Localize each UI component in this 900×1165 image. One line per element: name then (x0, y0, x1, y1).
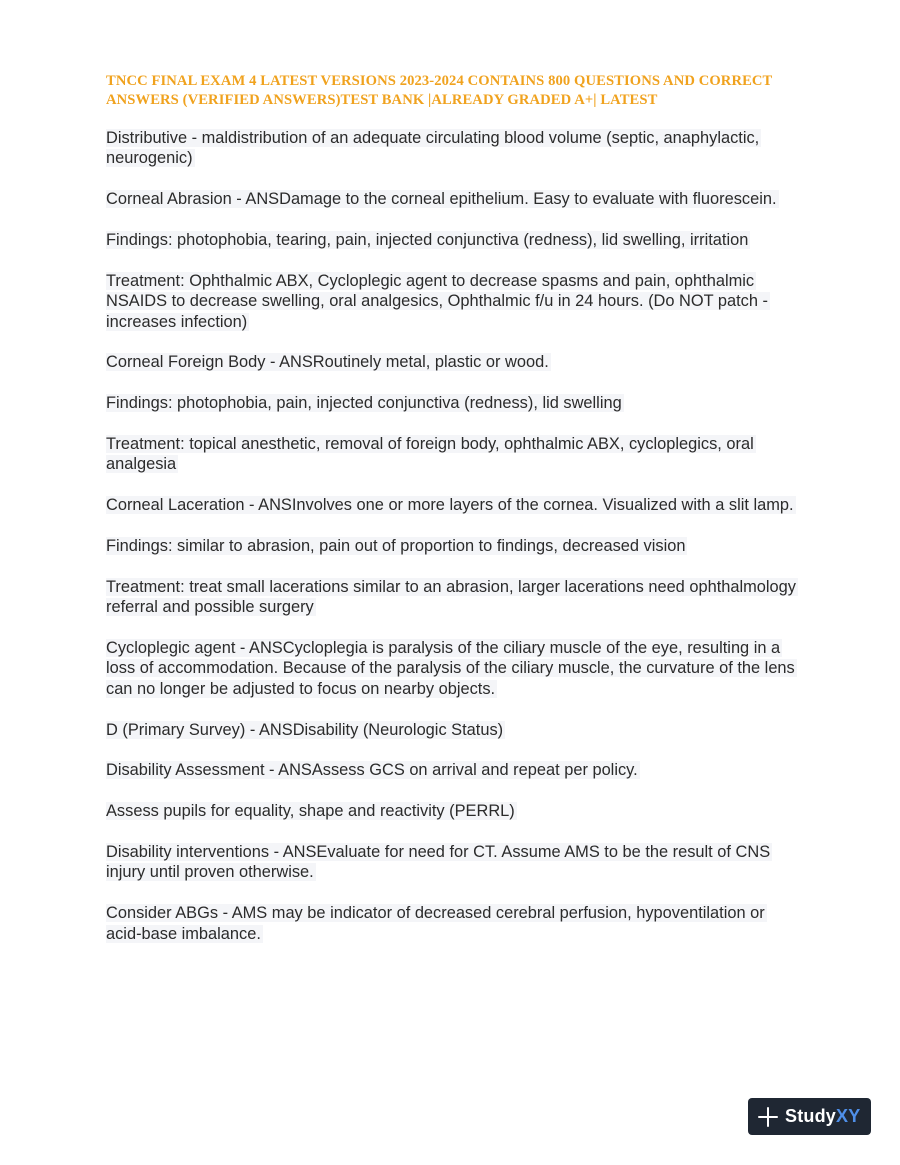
paragraph-consider-abgs (106, 903, 796, 944)
paragraph-laceration-findings (106, 536, 796, 556)
brand-suffix: XY (836, 1106, 861, 1126)
paragraph-text: Findings: similar to abrasion, pain out of proportion to findings, decreased vision (106, 537, 686, 555)
paragraph-corneal-abrasion (106, 189, 796, 209)
paragraph-text: Disability Assessment - ANSAssess GCS on arrival and repeat per policy. (106, 761, 638, 780)
paragraph-assess-pupils (106, 801, 796, 821)
document-page (106, 72, 796, 964)
paragraph-abrasion-treatment (106, 271, 796, 332)
studyxy-logo-text (785, 1106, 860, 1127)
paragraph-text: Corneal Laceration - ANSInvolves one or more layers of the cornea. Visualized with a slit lamp. (106, 496, 794, 515)
paragraph-text: Treatment: treat small lacerations similar to an abrasion, larger lacerations need ophthalmology referral and possible surgery (106, 577, 796, 617)
studyxy-watermark-badge[interactable] (748, 1098, 871, 1135)
paragraph-text: Disability interventions - ANSEvaluate for need for CT. Assume AMS to be the result of CNS injury until proven otherwise. (106, 843, 771, 882)
paragraph-corneal-foreign-body (106, 352, 796, 372)
paragraph-primary-survey-d (106, 720, 796, 740)
paragraph-disability-assessment (106, 760, 796, 780)
brand-prefix: Study (785, 1106, 837, 1126)
paragraph-cycloplegic-agent (106, 638, 796, 699)
paragraph-disability-interventions (106, 842, 796, 883)
paragraph-text: Treatment: Ophthalmic ABX, Cycloplegic agent to decrease spasms and pain, ophthalmic NSAIDS to decrease swelling, oral analgesics, Ophthalmic f/u in 24 hours. (Do NOT patch - increases infection) (106, 271, 768, 331)
paragraph-corneal-laceration (106, 495, 796, 515)
paragraph-text: Distributive - maldistribution of an adequate circulating blood volume (septic, anaphylactic, neurogenic) (106, 129, 760, 168)
paragraph-text: D (Primary Survey) - ANSDisability (Neurologic Status) (106, 720, 504, 739)
paragraph-text: Corneal Abrasion - ANSDamage to the corneal epithelium. Easy to evaluate with fluorescein. (106, 190, 777, 209)
paragraph-text: Treatment: topical anesthetic, removal of foreign body, ophthalmic ABX, cycloplegics, oral analgesia (106, 435, 754, 474)
paragraph-text: Findings: photophobia, tearing, pain, injected conjunctiva (redness), lid swelling, irritation (106, 231, 749, 249)
paragraph-foreign-body-findings (106, 393, 796, 413)
paragraph-text: Findings: photophobia, pain, injected conjunctiva (redness), lid swelling (106, 394, 622, 413)
paragraph-text: Consider ABGs - AMS may be indicator of decreased cerebral perfusion, hypoventilation or acid-base imbalance. (106, 904, 765, 943)
paragraph-laceration-treatment (106, 577, 796, 618)
paragraph-text: Cycloplegic agent - ANSCycloplegia is paralysis of the ciliary muscle of the eye, resulting in a loss of accommodation. Because of the paralysis of the ciliary muscle, the curvature of the lens can no longer be adjusted to focus on nearby objects. (106, 639, 795, 698)
paragraph-distributive (106, 128, 796, 169)
document-title: TNCC FINAL EXAM 4 LATEST VERSIONS 2023-2024 CONTAINS 800 QUESTIONS AND CORRECT ANSWERS (VERIFIED ANSWERS)TEST BANK |ALREADY GRADED A+| LATEST (106, 73, 773, 108)
paragraph-abrasion-findings (106, 230, 796, 250)
paragraph-text: Assess pupils for equality, shape and reactivity (PERRL) (106, 802, 515, 821)
plus-icon (758, 1107, 778, 1127)
paragraph-foreign-body-treatment (106, 434, 796, 475)
paragraph-text: Corneal Foreign Body - ANSRoutinely metal, plastic or wood. (106, 353, 549, 372)
